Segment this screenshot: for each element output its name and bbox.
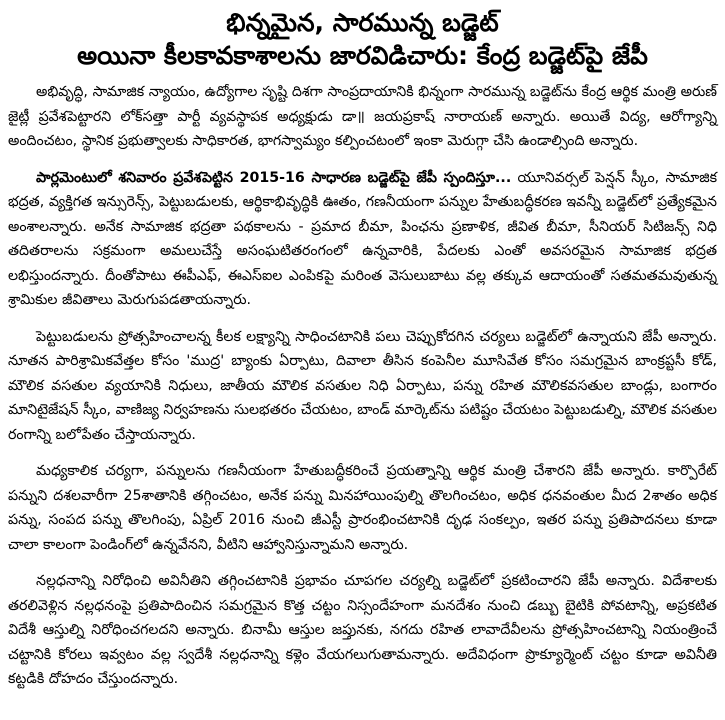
headline-line-1: భిన్నమైన, సారమున్న బడ్జెట్ xyxy=(226,8,499,37)
paragraph-5 xyxy=(8,569,717,692)
paragraph-2 xyxy=(8,166,717,313)
headline xyxy=(8,6,717,72)
paragraph-text: మధ్యకాలిక చర్యగా, పన్నులను గణనీయంగా హేతుబద్ధీకరించే ప్రయత్నాన్ని ఆర్థిక మంత్రి చేశారని జేపీ అన్నారు. కార్పొరేట్ పన్నుని దశలవారీగా 25శాతానికి తగ్గించటం, అనేక పన్ను మినహాయింపుల్ని తొలగించటం, అధిక ధనవంతుల మీద 2శాతం అధిక పన్ను, సంపద పన్ను తొలగింపు, ఏప్రిల్ 2016 నుంచి జీఎస్టీ ప్రారంభించటానికి దృఢ సంకల్పం, ఇతర పన్ను ప్రతిపాదనలు కూడా చాలా కాలంగా పెండింగ్‌లో ఉన్నవేనని, వీటిని ఆహ్వానిస్తున్నామని అన్నారు. xyxy=(8,463,717,553)
paragraph-3 xyxy=(8,325,717,448)
paragraph-text: అభివృద్ధి, సామాజిక న్యాయం, ఉద్యోగాల సృష్టి దిశగా సాంప్రదాయానికి భిన్నంగా సారమున్న బడ్జెట్‌ను కేంద్ర ఆర్థిక మంత్రి అరుణ్ జైట్లీ ప్రవేశపెట్టారని లోక్‌సత్తా పార్టీ వ్యవస్థాపక అధ్యక్షుడు డా॥ జయప్రకాష్ నారాయణ్ అన్నారు. అయితే విద్య, ఆరోగ్యాన్ని అందించటం, స్థానిక ప్రభుత్వాలకు సాధికారత, భాగస్వామ్యం కల్పించటంలో ఇంకా మెరుగ్గా చేసి ఉండాల్సింది అన్నారు. xyxy=(8,84,717,149)
paragraph-1 xyxy=(8,80,717,154)
paragraph-text: యూనివర్సల్ పెన్షన్ స్కీం, సామాజిక భద్రత, వ్యక్తిగత ఇన్సురెన్స్, పెట్టుబడులకు, ఆర్థికాభివృద్ధికి ఊతం, గణనీయంగా పన్నుల హేతుబద్ధీకరణ ఇవన్నీ బడ్జెట్‌లో ప్రత్యేకమైన అంశాలన్నారు. అనేక సామాజిక భద్రతా పథకాలను - ప్రమాద బీమా, పింఛను ప్రణాళిక, జీవిత బీమా, సీనియర్ సిటిజన్స్ నిధి తదితరాలను సక్రమంగా అమలుచేస్తే అసంఘటితరంగంలో ఉన్నవారికి, పేదలకు ఎంతో అవసరమైన సామాజిక భద్రత లభిస్తుందన్నారు. దీంతోపాటు ఈపీఎఫ్, ఈఎస్ఐల ఎంపికపై మరింత వెసులుబాటు వల్ల తక్కువ ఆదాయంతో సతమతమవుతున్న శ్రామికుల జీవితాలు మెరుగుపడతాయన్నారు. xyxy=(8,169,717,308)
paragraph-lead: పార్లమెంటులో శనివారం ప్రవేశపెట్టిన 2015-16 సాధారణ బడ్జెట్‌పై జేపీ స్పందిస్తూ... xyxy=(36,169,512,186)
paragraph-text: పెట్టుబడులను ప్రోత్సహించాలన్న కీలక లక్ష్యాన్ని సాధించటానికి పలు చెప్పుకోదగిన చర్యలు బడ్జెట్‌లో ఉన్నాయని జేపీ అన్నారు. నూతన పారిశ్రామికవేత్తల కోసం 'ముద్ర' బ్యాంకు ఏర్పాటు, దివాలా తీసిన కంపెనీల మూసివేత కోసం సమగ్రమైన బాంక్రప్టసీ కోడ్, మౌలిక వసతుల వ్యయానికి నిధులు, జాతీయ మౌలిక వసతుల నిధి ఏర్పాటు, పన్ను రహిత మౌలికవసతుల బాండ్లు, బంగారం మానిటైజేషన్ స్కీం, వాణిజ్య నిర్వహణను సులభతరం చేయటం, బాండ్ మార్కెట్‌ను పటిష్టం చేయటం పెట్టుబడుల్ని, మౌలిక వసతుల రంగాన్ని బలోపేతం చేస్తాయన్నారు. xyxy=(8,328,717,443)
paragraph-text: నల్లధనాన్ని నిరోధించి అవినీతిని తగ్గించటానికి ప్రభావం చూపగల చర్యల్ని బడ్జెట్‌లో ప్రకటించారని జేపీ అన్నారు. విదేశాలకు తరలివెళ్లిన నల్లధనంపై ప్రతిపాదించిన సమగ్రమైన కొత్త చట్టం నిస్సందేహంగా మనదేశం నుంచి డబ్బు బైటికి పోవటాన్ని, అప్రకటిత విదేశీ ఆస్తుల్ని నిరోధించగలదని అన్నారు. బినామీ ఆస్తుల జప్తునకు, నగదు రహిత లావాదేవీలను ప్రోత్సహించటాన్ని నియంత్రించే చట్టానికి కోరలు ఇవ్వటం వల్ల స్వదేశీ నల్లధనాన్ని కళ్లెం వేయగలుగుతామన్నారు. అదేవిధంగా ప్రొక్యూర్మెంట్ చట్టం కూడా అవినీతి కట్టడికి దోహదం చేస్తుందన్నారు. xyxy=(8,573,717,687)
headline-line-2: అయినా కీలకావకాశాలను జారవిడిచారు: కేంద్ర బడ్జెట్‌పై జేపీ xyxy=(77,41,648,70)
paragraph-4 xyxy=(8,459,717,557)
